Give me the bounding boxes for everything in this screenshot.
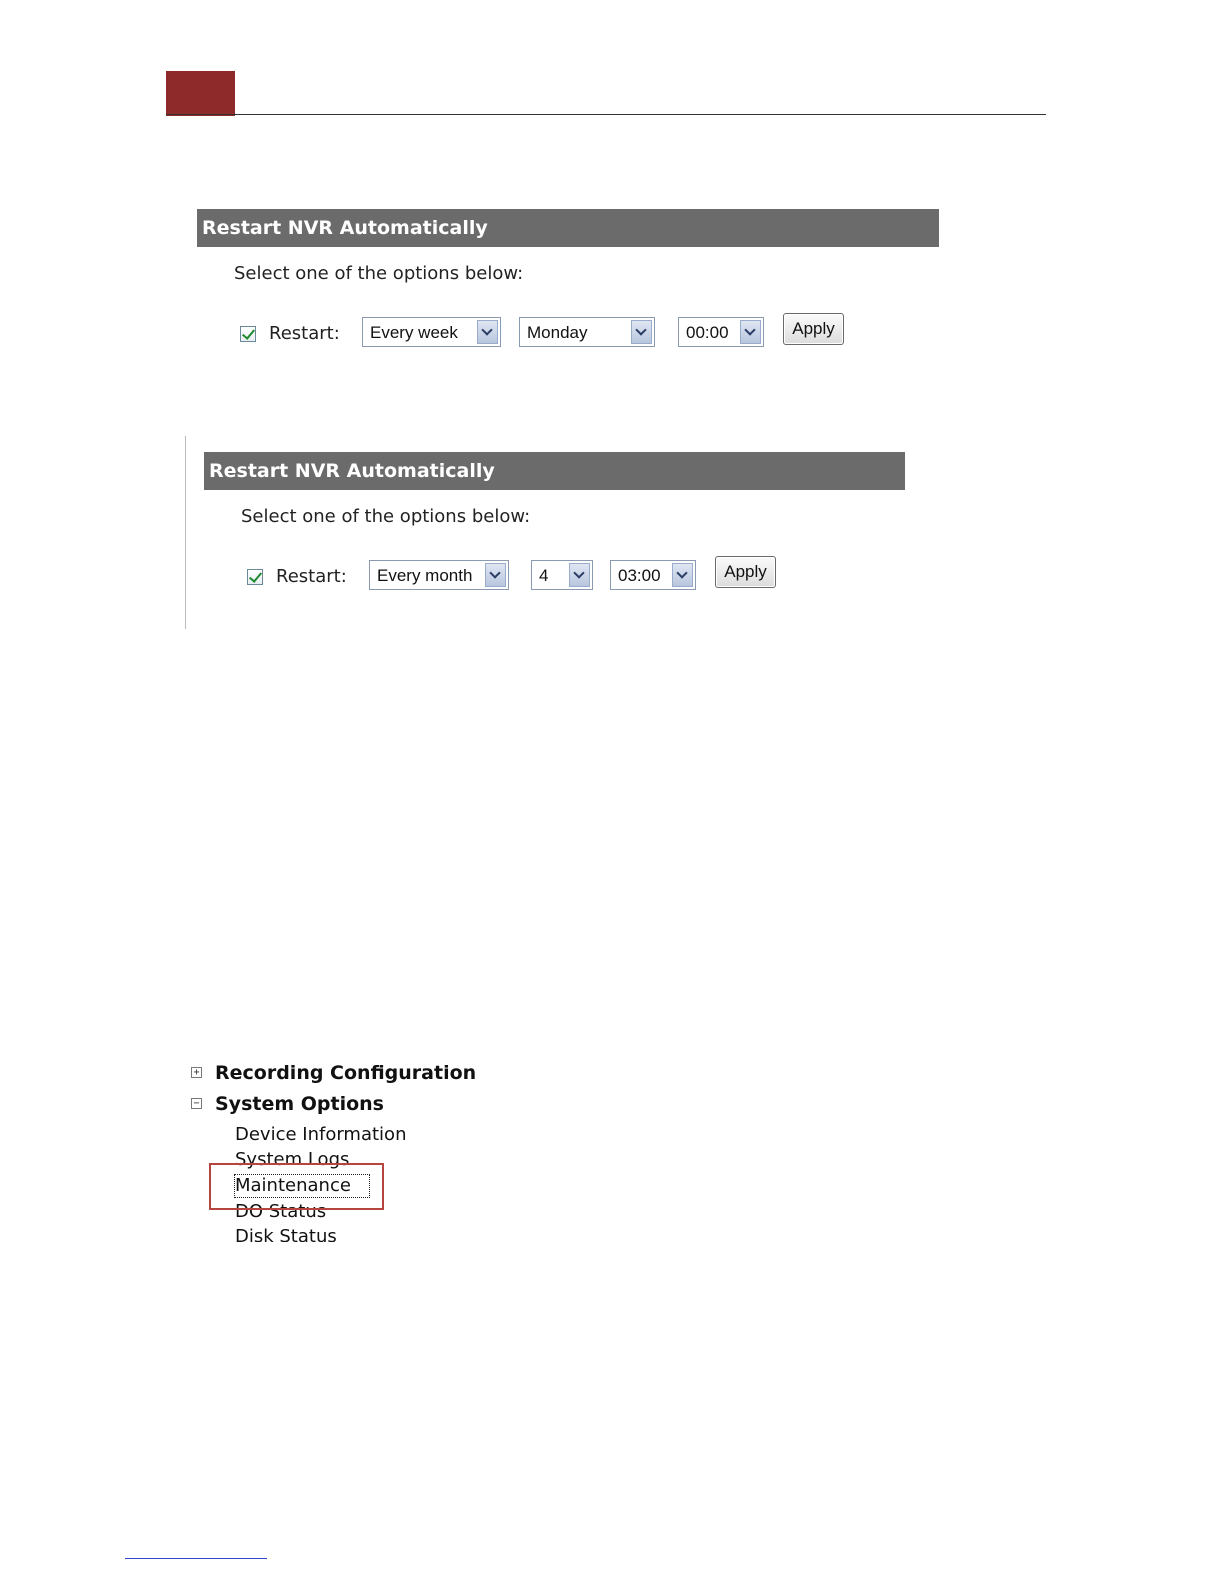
- chevron-down-icon[interactable]: [740, 320, 761, 344]
- highlight-box: [209, 1163, 384, 1210]
- frequency-select[interactable]: [369, 560, 509, 590]
- restart-row: [204, 555, 905, 589]
- tree-node-label[interactable]: Recording Configuration: [215, 1062, 477, 1084]
- chapter-tab: [166, 71, 235, 116]
- restart-panel-weekly: [197, 209, 939, 359]
- day-value: Monday: [527, 323, 588, 342]
- time-select[interactable]: [678, 317, 764, 347]
- chevron-down-icon[interactable]: [485, 563, 506, 587]
- tree-node-label[interactable]: System Options: [215, 1093, 384, 1115]
- chevron-down-icon[interactable]: [672, 563, 693, 587]
- collapse-icon[interactable]: −: [191, 1098, 202, 1109]
- panel-title: Restart NVR Automatically: [197, 209, 939, 247]
- frequency-value: Every month: [377, 566, 473, 585]
- restart-row: [197, 312, 939, 346]
- panel-title: Restart NVR Automatically: [204, 452, 905, 490]
- restart-label: Restart:: [276, 566, 347, 587]
- time-value: 03:00: [618, 566, 661, 585]
- nav-item-maintenance[interactable]: Maintenance: [235, 1175, 351, 1196]
- time-select[interactable]: [610, 560, 696, 590]
- instruction-text: Select one of the options below:: [241, 506, 531, 527]
- day-select[interactable]: [531, 560, 593, 590]
- chevron-down-icon[interactable]: [569, 563, 590, 587]
- expand-icon[interactable]: +: [191, 1067, 202, 1078]
- nav-item-disk-status[interactable]: Disk Status: [235, 1226, 337, 1242]
- apply-button[interactable]: Apply: [715, 556, 776, 588]
- day-value: 4: [539, 566, 549, 585]
- restart-checkbox[interactable]: [240, 326, 256, 342]
- nav-tree-viewport: [190, 1062, 490, 1242]
- time-value: 00:00: [686, 323, 729, 342]
- day-select[interactable]: [519, 317, 655, 347]
- footer-link-underline: [125, 1558, 267, 1559]
- nav-item-do-status[interactable]: DO Status: [235, 1201, 327, 1222]
- restart-checkbox[interactable]: [247, 569, 263, 585]
- chevron-down-icon[interactable]: [631, 320, 652, 344]
- frequency-value: Every week: [370, 323, 458, 342]
- apply-button[interactable]: Apply: [783, 313, 844, 345]
- restart-panel-monthly: [204, 452, 905, 602]
- instruction-text: Select one of the options below:: [234, 263, 524, 284]
- chevron-down-icon[interactable]: [477, 320, 498, 344]
- restart-label: Restart:: [269, 323, 340, 344]
- nav-item-device-information[interactable]: Device Information: [235, 1124, 407, 1145]
- frequency-select[interactable]: [362, 317, 501, 347]
- margin-bar: [185, 436, 186, 629]
- nav-item-system-logs[interactable]: System Logs: [235, 1149, 350, 1170]
- header-rule: [166, 114, 1046, 115]
